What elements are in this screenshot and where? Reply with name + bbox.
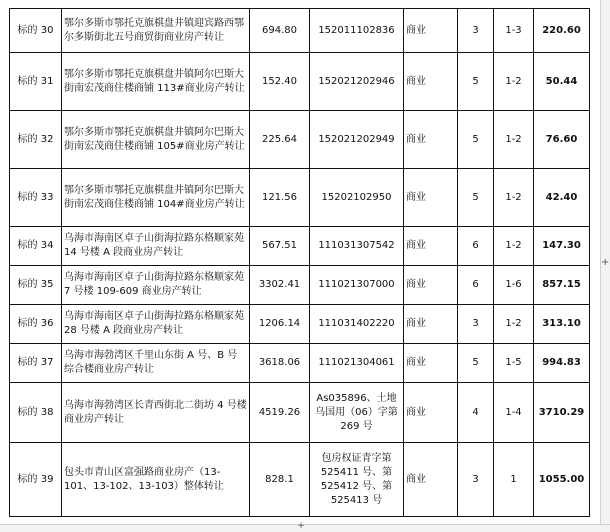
table-body [10, 9, 590, 517]
floor-range-cell: 1-4 [494, 383, 534, 443]
floor-range-cell: 1-2 [494, 169, 534, 227]
description-cell: 乌海市海南区卓子山街海拉路东格顺家苑 28 号楼 A 段商业房产转让 [62, 305, 250, 344]
lot-id-cell: 标的 39 [10, 443, 62, 517]
floors-cell: 6 [458, 266, 494, 305]
usage-cell: 商业 [404, 169, 458, 227]
table-row [10, 383, 590, 443]
table-row [10, 53, 590, 111]
price-cell: 220.60 [534, 9, 590, 53]
lot-id-cell: 标的 34 [10, 227, 62, 266]
usage-cell: 商业 [404, 53, 458, 111]
area-cell: 694.80 [250, 9, 310, 53]
floors-cell: 3 [458, 443, 494, 517]
area-cell: 152.40 [250, 53, 310, 111]
description-cell: 乌海市海南区卓子山街海拉路东格顺家苑 14 号楼 A 段商业房产转让 [62, 227, 250, 266]
price-cell: 313.10 [534, 305, 590, 344]
floors-cell: 5 [458, 53, 494, 111]
usage-cell: 商业 [404, 227, 458, 266]
floors-cell: 5 [458, 111, 494, 169]
add-column-plus-icon[interactable]: + [297, 521, 305, 531]
table-row [10, 305, 590, 344]
floors-cell: 3 [458, 305, 494, 344]
usage-cell: 商业 [404, 9, 458, 53]
certificate-cell: 15202102950 [310, 169, 404, 227]
floor-range-cell: 1 [494, 443, 534, 517]
floors-cell: 4 [458, 383, 494, 443]
lot-id-cell: 标的 33 [10, 169, 62, 227]
description-cell: 鄂尔多斯市鄂托克旗棋盘井镇阿尔巴斯大街南宏茂商住楼商铺 104#商业房产转让 [62, 169, 250, 227]
table-row [10, 9, 590, 53]
floors-cell: 3 [458, 9, 494, 53]
description-cell: 鄂尔多斯市鄂托克旗棋盘井镇迎宾路西鄂尔多斯街北五号商贸街商业房产转让 [62, 9, 250, 53]
lot-id-cell: 标的 37 [10, 344, 62, 383]
usage-cell: 商业 [404, 443, 458, 517]
price-cell: 42.40 [534, 169, 590, 227]
price-cell: 76.60 [534, 111, 590, 169]
area-cell: 121.56 [250, 169, 310, 227]
lot-id-cell: 标的 32 [10, 111, 62, 169]
usage-cell: 商业 [404, 344, 458, 383]
certificate-cell: 152021202949 [310, 111, 404, 169]
floor-range-cell: 1-3 [494, 9, 534, 53]
lot-id-cell: 标的 38 [10, 383, 62, 443]
area-cell: 4519.26 [250, 383, 310, 443]
description-cell: 乌海市海南区卓子山街海拉路东格顺家苑 7 号楼 109-609 商业房产转让 [62, 266, 250, 305]
table-row [10, 169, 590, 227]
floor-range-cell: 1-5 [494, 344, 534, 383]
area-cell: 3618.06 [250, 344, 310, 383]
usage-cell: 商业 [404, 305, 458, 344]
certificate-cell: 152021202946 [310, 53, 404, 111]
floor-range-cell: 1-2 [494, 111, 534, 169]
certificate-cell: 152011102836 [310, 9, 404, 53]
area-cell: 225.64 [250, 111, 310, 169]
area-cell: 1206.14 [250, 305, 310, 344]
floor-range-cell: 1-2 [494, 227, 534, 266]
certificate-cell: 111031402220 [310, 305, 404, 344]
table-row [10, 266, 590, 305]
price-cell: 147.30 [534, 227, 590, 266]
property-listing-table [9, 8, 590, 517]
table-row [10, 227, 590, 266]
lot-id-cell: 标的 35 [10, 266, 62, 305]
price-cell: 1055.00 [534, 443, 590, 517]
area-cell: 567.51 [250, 227, 310, 266]
price-cell: 857.15 [534, 266, 590, 305]
usage-cell: 商业 [404, 266, 458, 305]
certificate-cell: 111031307542 [310, 227, 404, 266]
table-row [10, 344, 590, 383]
floor-range-cell: 1-2 [494, 53, 534, 111]
description-cell: 包头市青山区富强路商业房产（13-101、13-102、13-103）整体转让 [62, 443, 250, 517]
certificate-cell: 111021307000 [310, 266, 404, 305]
floor-range-cell: 1-6 [494, 266, 534, 305]
lot-id-cell: 标的 30 [10, 9, 62, 53]
description-cell: 乌海市海勃湾区千里山东街 A 号、B 号综合楼商业房产转让 [62, 344, 250, 383]
description-cell: 乌海市海勃湾区长青西街北二街坊 4 号楼商业房产转让 [62, 383, 250, 443]
certificate-cell: 111021304061 [310, 344, 404, 383]
floors-cell: 5 [458, 169, 494, 227]
lot-id-cell: 标的 36 [10, 305, 62, 344]
area-cell: 828.1 [250, 443, 310, 517]
usage-cell: 商业 [404, 383, 458, 443]
certificate-cell: 包房权证青字第 525411 号、第 525412 号、第 525413 号 [310, 443, 404, 517]
floors-cell: 6 [458, 227, 494, 266]
price-cell: 3710.29 [534, 383, 590, 443]
usage-cell: 商业 [404, 111, 458, 169]
price-cell: 994.83 [534, 344, 590, 383]
price-cell: 50.44 [534, 53, 590, 111]
table-row [10, 111, 590, 169]
description-cell: 鄂尔多斯市鄂托克旗棋盘井镇阿尔巴斯大街南宏茂商住楼商铺 113#商业房产转让 [62, 53, 250, 111]
area-cell: 3302.41 [250, 266, 310, 305]
certificate-cell: As035896、土地乌国用（06）字第 269 号 [310, 383, 404, 443]
lot-id-cell: 标的 31 [10, 53, 62, 111]
add-row-plus-icon[interactable]: + [601, 257, 610, 268]
floors-cell: 5 [458, 344, 494, 383]
floor-range-cell: 1-2 [494, 305, 534, 344]
table-row [10, 443, 590, 517]
description-cell: 鄂尔多斯市鄂托克旗棋盘井镇阿尔巴斯大街南宏茂商住楼商铺 105#商业房产转让 [62, 111, 250, 169]
